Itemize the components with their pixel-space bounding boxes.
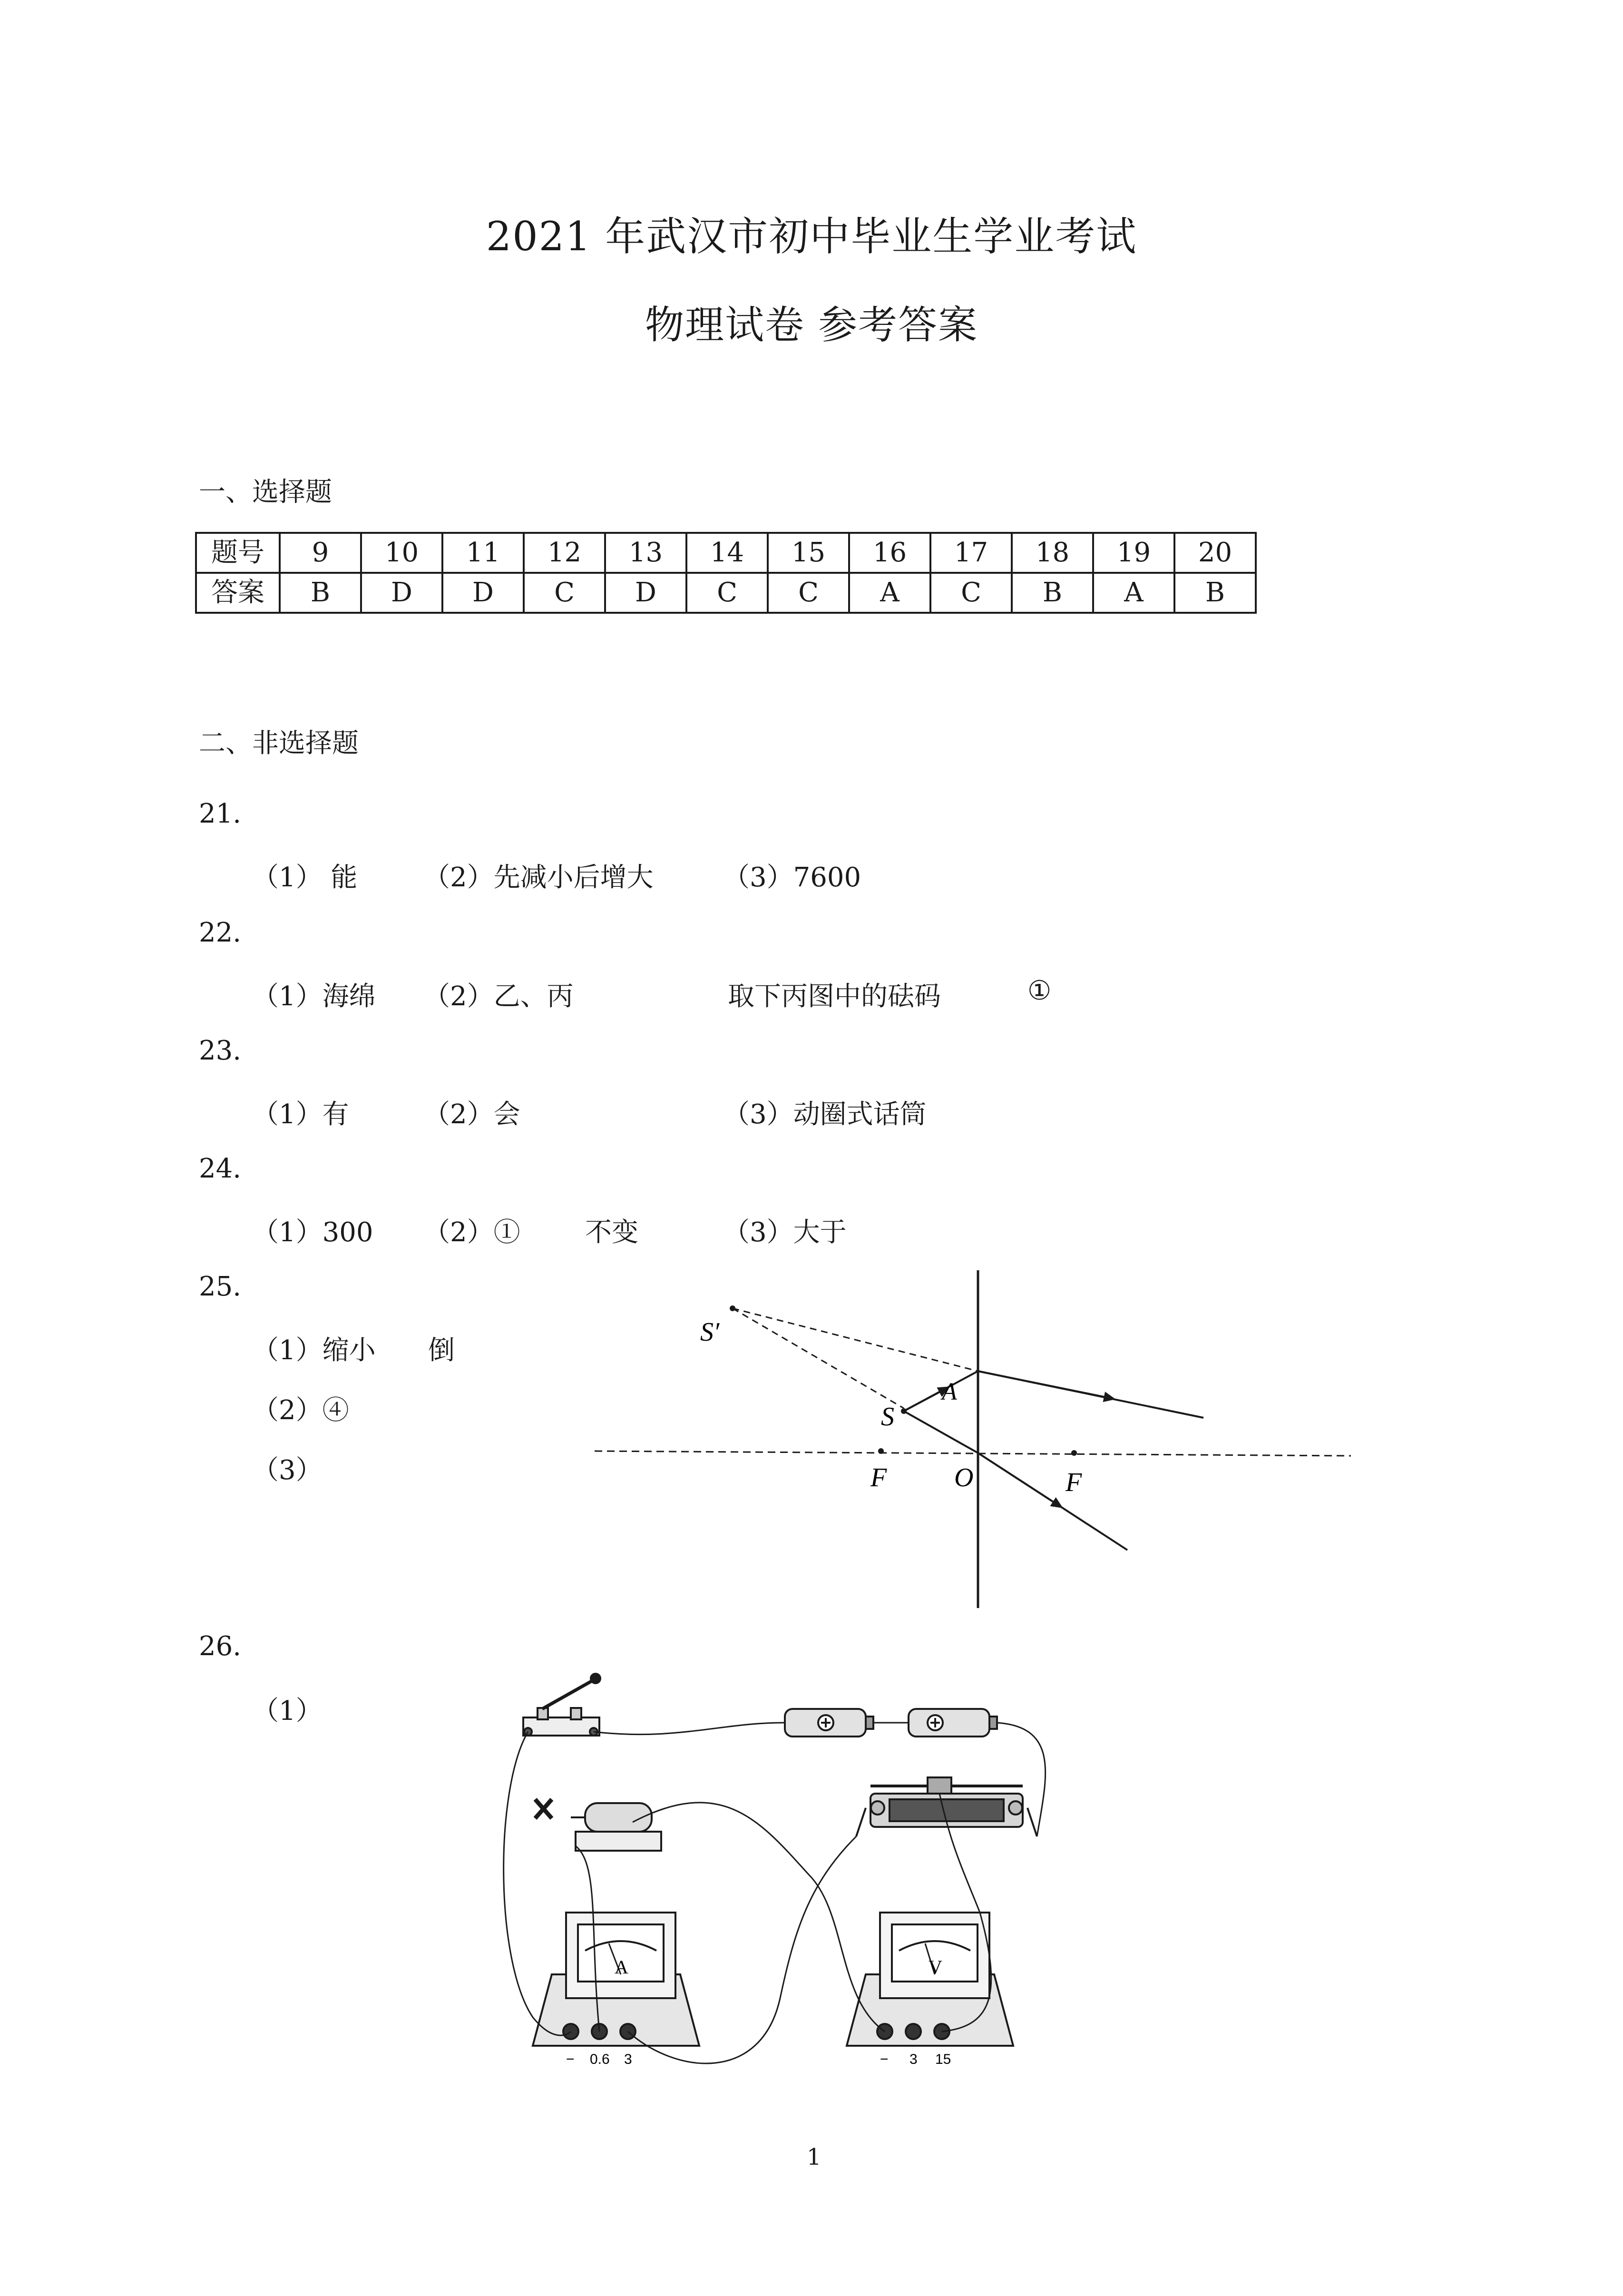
q24-answer-2: （2）①: [423, 1217, 520, 1248]
q25-answer-3: （3）: [252, 1455, 323, 1486]
rheostat-icon: [856, 1777, 1037, 1836]
voltmeter-terminal-neg: −: [880, 2051, 889, 2067]
q25-answer-2: （2）④: [252, 1395, 349, 1426]
table-cell: 17: [930, 533, 1012, 573]
q23-answer-3: （3）动圈式话筒: [723, 1099, 927, 1130]
ammeter-terminal-06: 0.6: [590, 2051, 610, 2067]
table-row: [196, 573, 1256, 613]
voltmeter-terminal-15: 15: [935, 2051, 951, 2067]
principal-axis: [595, 1451, 1351, 1456]
lens-ray-diagram: [590, 1256, 1370, 1618]
battery-icon: [909, 1709, 997, 1737]
focus-left-dot: [878, 1448, 884, 1454]
ammeter-icon: [533, 1913, 699, 2046]
table-cell: D: [605, 573, 686, 613]
q24-answer-1: （1）300: [252, 1217, 373, 1248]
focus-right-dot: [1071, 1450, 1077, 1456]
page-number: 1: [807, 2144, 821, 2170]
table-cell: 19: [1093, 533, 1174, 573]
circuit-diagram: [476, 1665, 1094, 2103]
virtual-ray-1: [733, 1308, 978, 1371]
table-cell: D: [442, 573, 524, 613]
q24-answer-3: 不变: [585, 1217, 638, 1248]
table-cell: C: [524, 573, 605, 613]
refracted-ray-2-arrow: [978, 1453, 1061, 1507]
table-cell: 14: [686, 533, 768, 573]
point-s-prime: [730, 1305, 735, 1311]
ray-arrow-a: [904, 1388, 948, 1411]
question-26-number: 26.: [199, 1631, 242, 1662]
label-f-left: F: [870, 1463, 887, 1492]
ammeter-terminal-neg: −: [566, 2051, 575, 2067]
q25-answer-1: （1）缩小: [252, 1335, 376, 1366]
q21-answer-1: （1） 能: [252, 862, 358, 893]
question-21-number: 21.: [199, 798, 242, 829]
table-cell: B: [280, 573, 361, 613]
cross-mark-icon: [535, 1799, 552, 1818]
q26-answer-1: （1）: [252, 1696, 323, 1727]
table-cell: 11: [442, 533, 524, 573]
table-cell: C: [768, 573, 849, 613]
label-s-prime: S′: [700, 1317, 720, 1347]
page-title: 2021 年武汉市初中毕业生学业考试: [486, 213, 1137, 260]
row-label-answer: 答案: [196, 573, 280, 613]
question-23-number: 23.: [199, 1035, 242, 1066]
table-cell: 9: [280, 533, 361, 573]
q22-answer-4: ①: [1027, 975, 1052, 1006]
q22-answer-2: （2）乙、丙: [423, 981, 574, 1012]
table-cell: D: [361, 573, 442, 613]
section1-heading: 一、选择题: [199, 477, 332, 508]
table-cell: 15: [768, 533, 849, 573]
q24-answer-4: （3）大于: [723, 1217, 847, 1248]
q23-answer-2: （2）会: [423, 1099, 520, 1130]
voltmeter-terminal-3: 3: [909, 2051, 918, 2067]
section2-heading: 二、非选择题: [199, 728, 359, 759]
table-cell: C: [930, 573, 1012, 613]
q23-answer-1: （1）有: [252, 1099, 349, 1130]
table-cell: C: [686, 573, 768, 613]
label-s: S: [881, 1402, 894, 1432]
voltmeter-letter: V: [929, 1956, 942, 1978]
label-o: O: [954, 1463, 974, 1492]
question-24-number: 24.: [199, 1153, 242, 1184]
question-22-number: 22.: [199, 917, 242, 948]
q21-answer-2: （2）先减小后增大: [423, 862, 654, 893]
question-25-number: 25.: [199, 1271, 242, 1302]
table-cell: B: [1174, 573, 1256, 613]
switch-icon: [523, 1674, 600, 1736]
table-cell: 12: [524, 533, 605, 573]
q22-answer-1: （1）海绵: [252, 981, 376, 1012]
q22-answer-3: 取下丙图中的砝码: [728, 981, 941, 1012]
label-a: A: [942, 1378, 957, 1405]
table-cell: 20: [1174, 533, 1256, 573]
table-cell: 16: [849, 533, 930, 573]
table-cell: 13: [605, 533, 686, 573]
table-cell: 18: [1012, 533, 1093, 573]
resistor-icon: [571, 1803, 661, 1851]
voltmeter-icon: [847, 1913, 1013, 2046]
page-subtitle: 物理试卷 参考答案: [645, 303, 978, 348]
label-f-right: F: [1066, 1468, 1082, 1497]
q25-answer-1b: 倒: [428, 1335, 455, 1366]
table-cell: B: [1012, 573, 1093, 613]
ammeter-letter: A: [615, 1956, 628, 1978]
table-row: [196, 533, 1256, 573]
answer-table: [195, 532, 1257, 614]
point-s: [901, 1408, 907, 1414]
ray-s-to-o: [904, 1411, 978, 1453]
table-cell: 10: [361, 533, 442, 573]
refracted-ray-1-arrow: [978, 1371, 1113, 1399]
table-cell: A: [849, 573, 930, 613]
ammeter-terminal-3: 3: [624, 2051, 632, 2067]
q21-answer-3: （3）7600: [723, 862, 861, 893]
table-cell: A: [1093, 573, 1174, 613]
row-label-question: 题号: [196, 533, 280, 573]
battery-icon: [785, 1709, 873, 1737]
virtual-ray-2: [733, 1308, 904, 1408]
